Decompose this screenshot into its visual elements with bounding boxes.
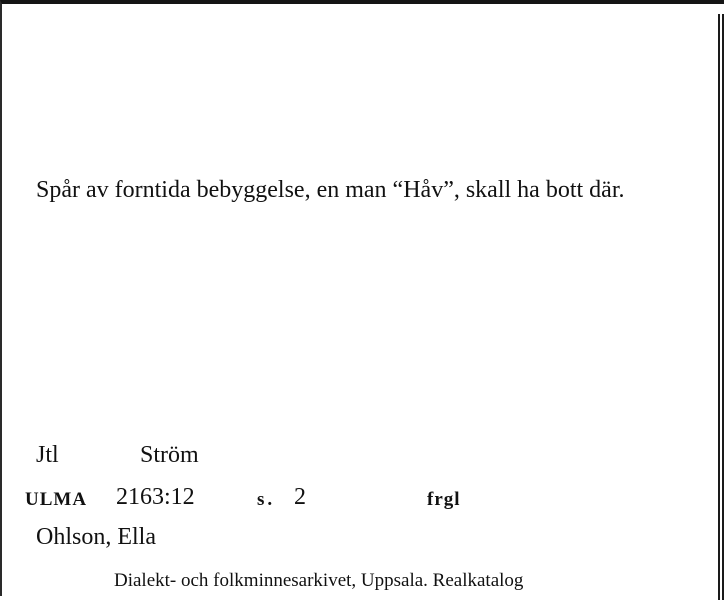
informant-name: Ohlson, Ella	[36, 524, 156, 550]
page-label: s.	[257, 489, 276, 510]
page-number: 2	[294, 484, 306, 510]
card-corner	[698, 4, 724, 14]
archive-footer: Dialekt- och folkminnesarkivet, Uppsala. Realkatalog	[114, 570, 524, 591]
category-code: frgl	[427, 489, 461, 510]
archive-code: ULMA	[25, 489, 88, 510]
card-text: Spår av forntida bebyggelse, en man “Håv”, skall ha bott där.	[36, 177, 625, 203]
accession-number: 2163:12	[116, 484, 195, 510]
card-right-border	[718, 14, 720, 600]
place-name: Ström	[140, 442, 199, 468]
parish-label: Jtl	[36, 442, 59, 468]
